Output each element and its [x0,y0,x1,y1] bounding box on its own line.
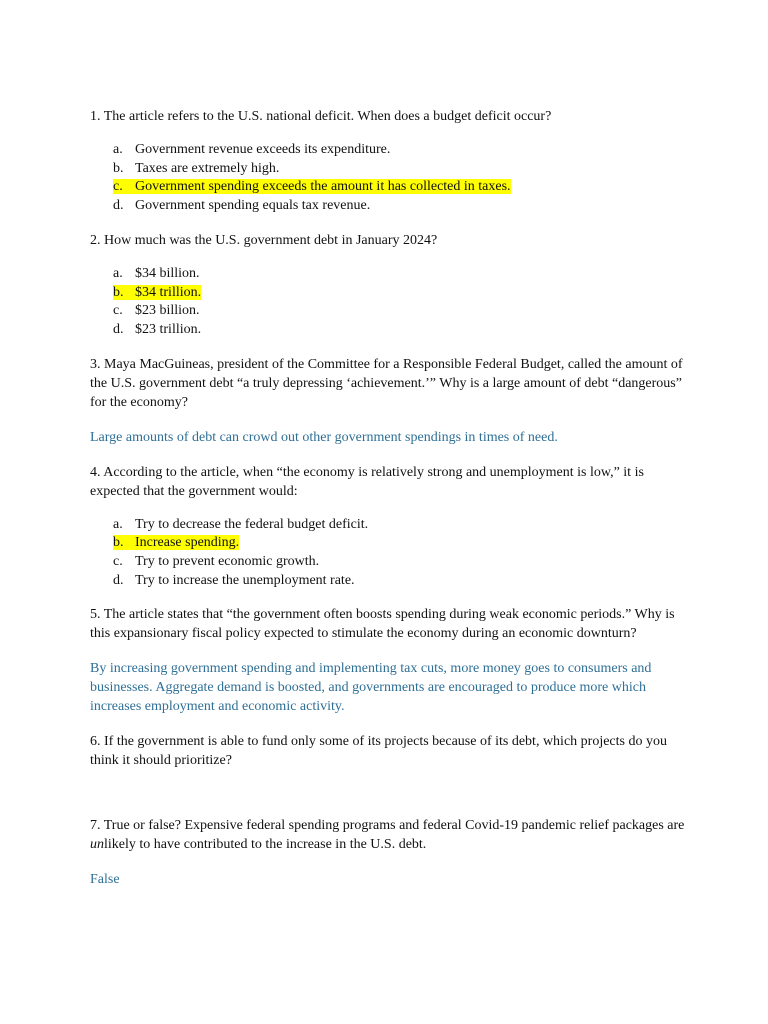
question-4-option-b-selected: b. Increase spending. [113,535,240,551]
question-7-answer: False [90,872,120,888]
question-1-option-a: a. Government revenue exceeds its expenditure. [113,142,391,157]
question-2-option-c: c. $23 billion. [113,303,200,319]
question-2-options [90,265,685,340]
question-5-answer: By increasing government spending and implementing tax cuts, more money goes to consumers and businesses. Aggregate demand is boosted, and governments are encouraged to produce more which increases employment and economic activity. [90,661,652,715]
question-3-answer: Large amounts of debt can crowd out other government spendings in times of need. [90,429,558,445]
question-1-options [90,141,685,216]
question-4-option-d: d. Try to increase the unemployment rate. [113,572,355,588]
question-6: 6. If the government is able to fund only some of its projects because of its debt, which projects do you think it should prioritize? [90,734,667,769]
question-4-options [90,516,685,591]
question-5: 5. The article states that “the government often boosts spending during weak economic periods.” Why is this expansionary fiscal policy expected to stimulate the economy during an economic downturn? [90,607,675,642]
question-3: 3. Maya MacGuineas, president of the Committee for a Responsible Federal Budget, called the amount of the U.S. government debt “a truly depressing ‘achievement.’” Why is a large amount of debt “dangerous” for the economy? [90,356,683,410]
question-1-option-c-selected: c. Government spending exceeds the amount it has collected in taxes. [113,179,511,195]
question-2-option-d: d. $23 trillion. [113,321,202,337]
worksheet-page [90,107,685,889]
question-4-option-a: a. Try to decrease the federal budget deficit. [113,516,369,532]
question-1-option-b: b. Taxes are extremely high. [113,160,280,176]
question-2-option-b-selected: b. $34 trillion. [113,284,202,300]
question-7: 7. True or false? Expensive federal spending programs and federal Covid-19 pandemic relief packages are unlikely to have contributed to the increase in the U.S. debt. [90,818,685,853]
question-4-option-c: c. Try to prevent economic growth. [113,554,320,570]
question-1: 1. The article refers to the U.S. national deficit. When does a budget deficit occur? [90,109,552,124]
question-4: 4. According to the article, when “the economy is relatively strong and unemployment is low,” it is expected that the government would: [90,464,644,499]
question-1-option-d: d. Government spending equals tax revenue. [113,198,371,214]
question-2-option-a: a. $34 billion. [113,265,200,281]
question-2: 2. How much was the U.S. government debt in January 2024? [90,232,438,248]
